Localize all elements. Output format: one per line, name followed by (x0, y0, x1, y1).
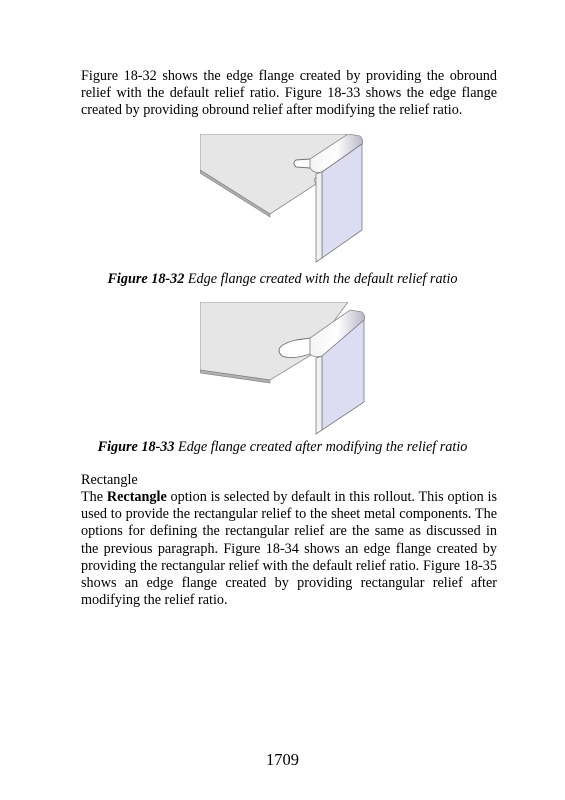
page-number: 1709 (266, 750, 299, 769)
figure-18-33-label: Figure 18-33 (97, 439, 175, 455)
figure-18-32-label: Figure 18-32 (107, 271, 185, 287)
figure-18-33-image (200, 302, 366, 438)
figure-18-32-caption-text: Edge flange created with the default relief ratio (184, 271, 458, 287)
figure-18-33-caption-text: Edge flange created after modifying the relief ratio (174, 439, 468, 455)
intro-paragraph: Figure 18-32 shows the edge flange created by providing the obround relief with the default relief ratio. Figure 18-33 shows the edge flange created by providing obround relief after modifying the relief ratio. (81, 68, 497, 119)
rectangle-option-name: Rectangle (106, 489, 167, 505)
rectangle-paragraph-prefix: The (81, 489, 107, 505)
rectangle-paragraph-text: option is selected by default in this rollout. This option is used to provide the rectangular relief to the sheet metal components. The options for defining the rectangular relief are the same as discussed in the previous paragraph. Figure 18-34 shows an edge flange created by providing the rectangular relief with the default relief ratio. Figure 18-35 shows an edge flange created by providing rectangular relief after modifying the relief ratio. (81, 489, 498, 609)
section-heading: Rectangle (81, 472, 138, 488)
figure-18-32-image (200, 134, 366, 270)
rectangle-paragraph (81, 489, 497, 609)
figure-18-32-caption (40, 271, 525, 288)
figure-18-33-caption (40, 439, 525, 456)
